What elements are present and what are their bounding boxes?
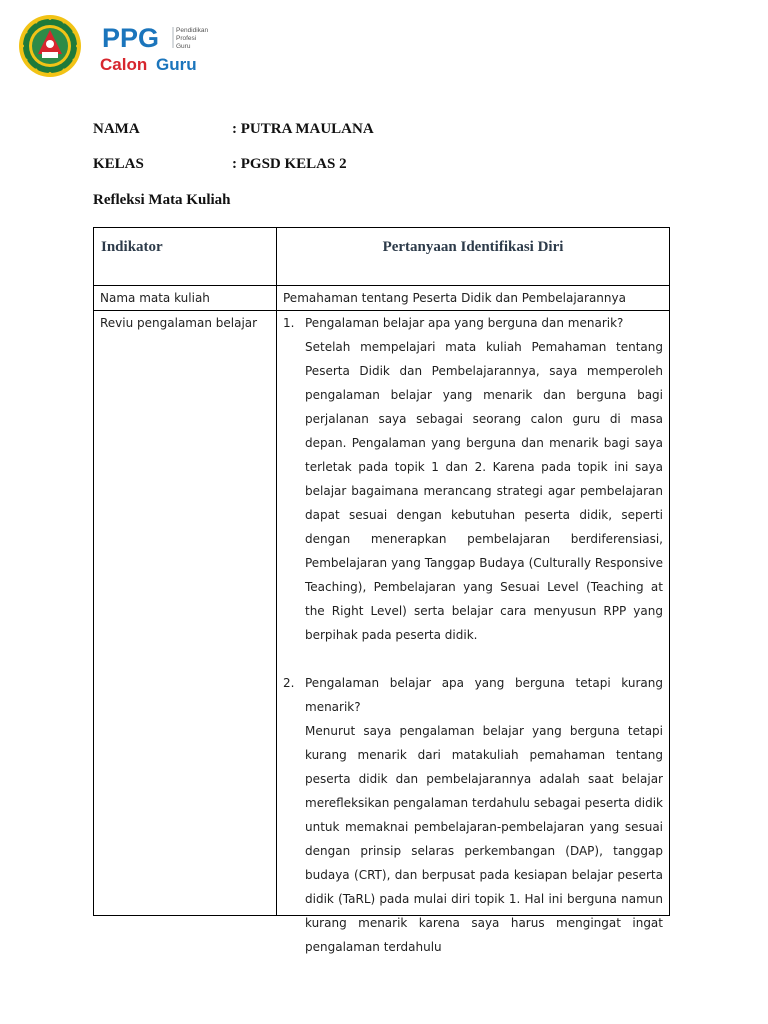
kelas-label: KELAS: [93, 156, 144, 172]
nama-label: NAMA: [93, 121, 140, 137]
answer-text: Setelah mempelajari mata kuliah Pemahaman tentang Peserta Didik dan Pembelajarannya, saya memperoleh pengalaman belajar yang menarik dan berguna bagi perjalanan saya sebagai seorang calon guru di masa depan. Pengalaman yang berguna dan menarik bagi saya terletak pada topik 1 dan 2. Karena pada topik ini saya belajar bagaimana merancang strategi agar pembelajaran dapat sesuai dengan kebutuhan peserta didik, seperti dengan menerapkan pembelajaran berdiferensiasi, Pembelajaran yang Tanggap Budaya (Culturally Responsive Teaching), Pembelajaran yang Sesuai Level (Teaching at the Right Level) serta belajar cara menyusun RPP yang berpihak pada peserta didik.: [305, 340, 663, 642]
item-number: 1.: [283, 316, 295, 330]
ppg-sub-2: Profesi: [176, 35, 197, 42]
ppg-calon-guru-logo: [94, 18, 224, 78]
question-text: Pengalaman belajar apa yang berguna dan menarik?: [305, 316, 624, 330]
guru-text: Guru: [156, 55, 197, 74]
ppg-sub-1: Pendidikan: [176, 27, 209, 34]
table-row: [94, 311, 670, 916]
row-value-reviu: [277, 311, 670, 954]
nama-value: : PUTRA MAULANA: [232, 121, 374, 137]
item-number: 2.: [283, 676, 295, 690]
kelas-value: : PGSD KELAS 2: [232, 156, 347, 172]
header-indikator: Indikator: [94, 228, 277, 286]
row-label-reviu: [94, 311, 277, 916]
ppg-sub-3: Guru: [176, 43, 191, 50]
reviu-content: [283, 311, 663, 954]
reviu-label-text: Reviu pengalaman belajar: [100, 316, 258, 330]
row-value-nama-mata-kuliah: Pemahaman tentang Peserta Didik dan Pembelajarannya: [277, 286, 670, 311]
answer-text: Menurut saya pengalaman belajar yang berguna tetapi kurang menarik dari matakuliah pemahaman tentang peserta didik dan pembelajarannya adalah saat belajar merefleksikan pengalaman terdahulu sebagai peserta didik untuk memaknai pembelajaran-pembelajaran yang sesuai dengan prinsip selaras perkembangan (DAP), tanggap budaya (CRT), dan berpusat pada kesiapan belajar peserta didik (TaRL) pada mulai diri topik 1. Hal ini berguna namun kurang menarik karena saya harus mengingat ingat pengalaman terdahulu: [305, 724, 663, 954]
calon-text: Calon: [100, 55, 148, 74]
ppg-text: PPG: [102, 23, 160, 53]
reflection-table: [93, 227, 670, 954]
university-seal-icon: [18, 14, 82, 78]
table-row: [94, 286, 670, 311]
header-pertanyaan: Pertanyaan Identifikasi Diri: [277, 228, 670, 286]
section-title: Refleksi Mata Kuliah: [93, 192, 231, 208]
reviu-label-cell: [100, 311, 276, 915]
row-label-nama-mata-kuliah: Nama mata kuliah: [94, 286, 277, 311]
list-item: [283, 671, 663, 959]
list-item: [283, 311, 663, 647]
table-header-row: [94, 228, 670, 286]
question-text: Pengalaman belajar apa yang berguna tetapi kurang menarik?: [305, 676, 663, 714]
